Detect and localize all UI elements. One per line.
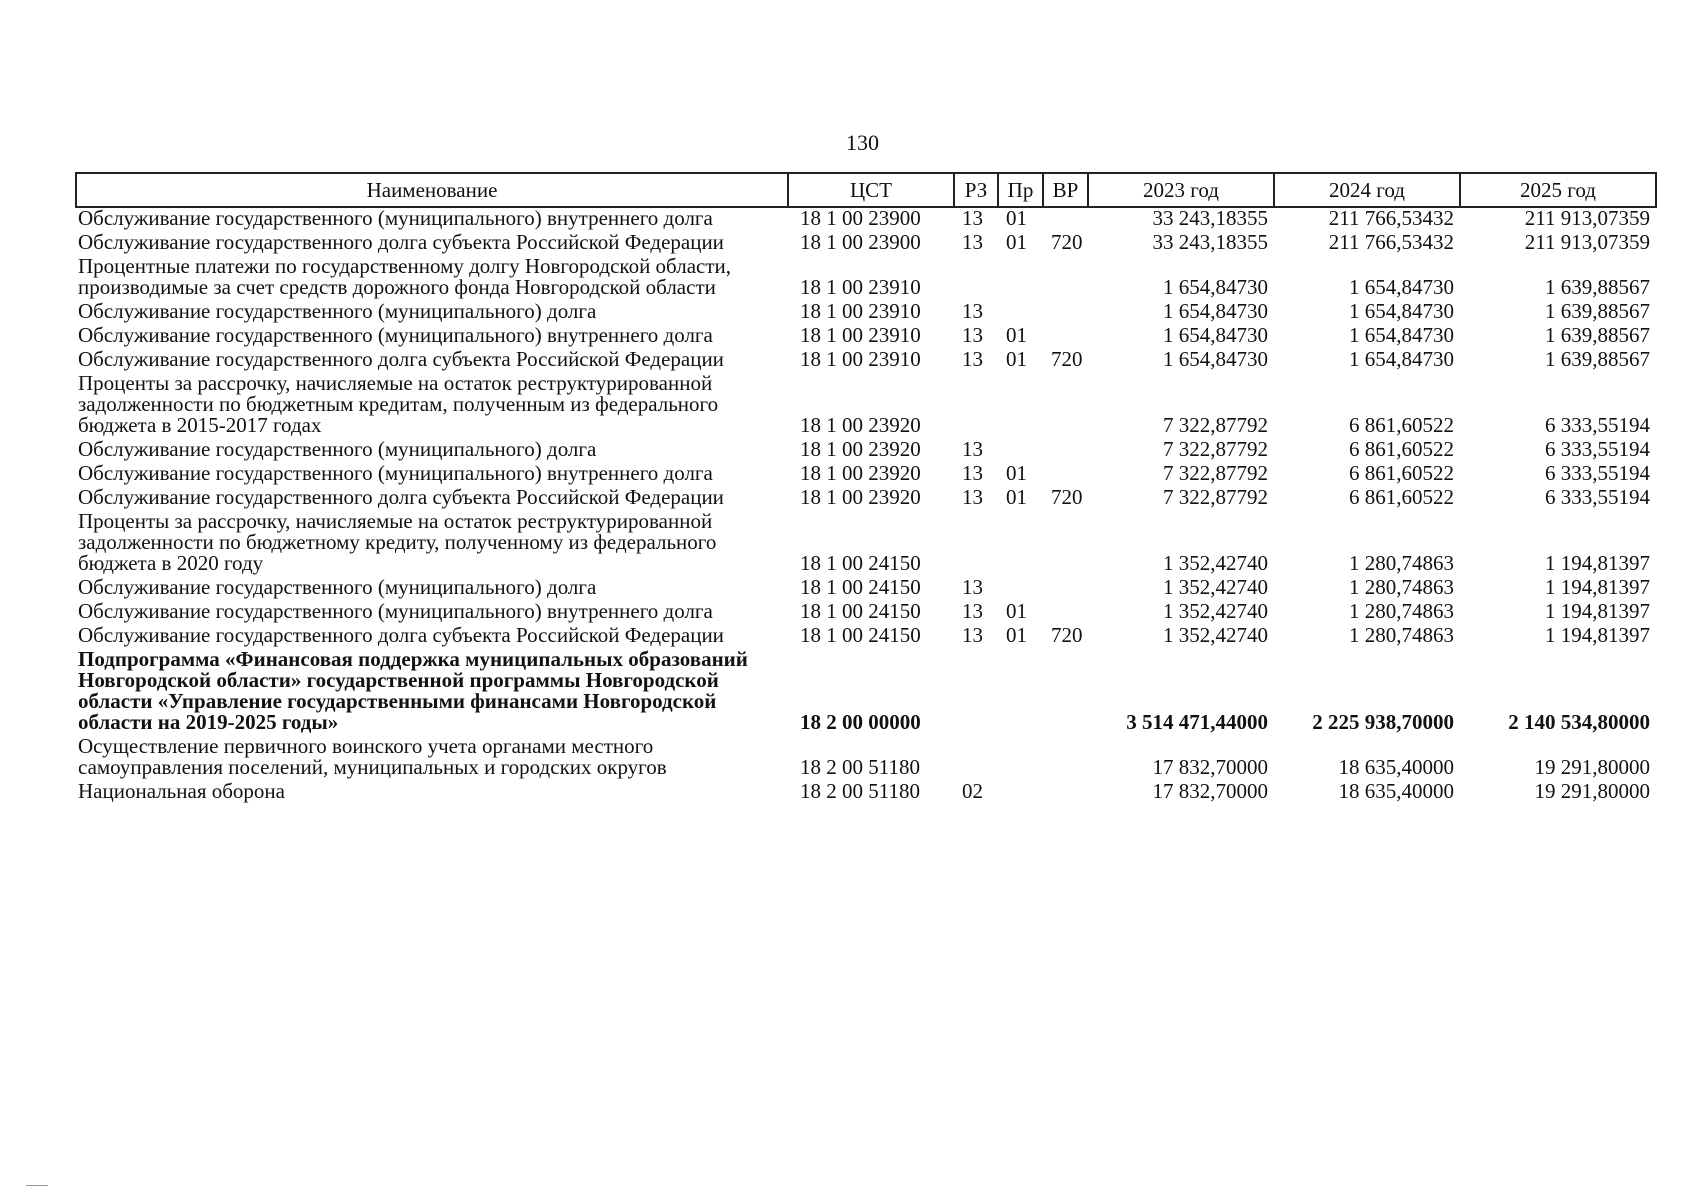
row-pr [998,439,1043,463]
row-2023: 33 243,18355 [1152,230,1268,254]
row-2024: 6 861,60522 [1349,437,1454,461]
row-cst: 18 1 00 23910 [800,275,921,299]
row-vr [1043,511,1088,577]
row-pr: 01 [1006,347,1027,371]
table-row [76,601,1656,625]
row-2025: 6 333,55194 [1545,437,1650,461]
row-vr [1043,601,1088,625]
row-pr [998,373,1043,439]
row-2025: 19 291,80000 [1534,779,1650,803]
table-row [76,781,1656,805]
row-cst: 18 1 00 24150 [800,551,921,575]
row-cst: 18 1 00 23900 [800,230,921,254]
row-2023: 1 654,84730 [1163,299,1268,323]
header-2023: 2023 год [1088,173,1274,207]
table-row [76,207,1656,232]
row-2024: 1 280,74863 [1349,551,1454,575]
row-rz [954,373,998,439]
row-vr [1043,325,1088,349]
table-row [76,256,1656,301]
row-rz: 13 [962,206,983,230]
row-rz: 13 [962,437,983,461]
row-pr [998,577,1043,601]
row-vr [1043,649,1088,736]
table-row [76,511,1656,577]
table-row [76,577,1656,601]
row-2025: 19 291,80000 [1534,755,1650,779]
row-2023: 1 352,42740 [1163,623,1268,647]
row-2024: 18 635,40000 [1338,779,1454,803]
row-vr: 720 [1051,623,1083,647]
row-vr [1043,207,1088,232]
row-rz: 13 [962,347,983,371]
row-pr: 01 [1006,230,1027,254]
row-2025: 6 333,55194 [1545,461,1650,485]
row-name: Обслуживание государственного долга субъекта Российской Федерации [78,485,724,509]
table-row-subprogram [76,649,1656,736]
row-pr: 01 [1006,485,1027,509]
row-2023: 7 322,87792 [1163,485,1268,509]
row-2023: 3 514 471,44000 [1126,710,1268,734]
row-name: Обслуживание государственного (муниципального) долга [78,437,597,461]
row-name: Проценты за рассрочку, начисляемые на остаток реструктурированной задолженности по бюджетным кредитам, полученным из федерального бюджета в 2015-2017 годах [78,371,719,437]
row-name: Обслуживание государственного долга субъекта Российской Федерации [78,347,724,371]
row-cst: 18 1 00 23900 [800,206,921,230]
row-2025: 1 639,88567 [1545,275,1650,299]
row-2024: 2 225 938,70000 [1312,710,1454,734]
row-2023: 1 352,42740 [1163,575,1268,599]
row-cst: 18 2 00 51180 [800,779,920,803]
table-row [76,487,1656,511]
row-rz [954,649,998,736]
table-row [76,373,1656,439]
row-pr [998,511,1043,577]
row-2023: 1 352,42740 [1163,599,1268,623]
row-vr [1043,439,1088,463]
row-cst: 18 1 00 23920 [800,461,921,485]
row-rz [954,511,998,577]
table-row [76,439,1656,463]
table-row [76,625,1656,649]
row-vr [1043,256,1088,301]
row-2024: 1 280,74863 [1349,599,1454,623]
row-2023: 17 832,70000 [1152,779,1268,803]
row-pr [998,736,1043,781]
row-2024: 211 766,53432 [1328,230,1454,254]
row-2023: 1 654,84730 [1163,323,1268,347]
row-2025: 211 913,07359 [1524,206,1650,230]
header-2024: 2024 год [1274,173,1460,207]
row-name: Подпрограмма «Финансовая поддержка муниципальных образований Новгородской области» государственной программы Новгородской области «Управление государственными финансами Новгородской области на 2019-2025 годы» [78,647,748,734]
row-name: Обслуживание государственного долга субъекта Российской Федерации [78,230,724,254]
row-vr: 720 [1051,230,1083,254]
row-2025: 1 194,81397 [1545,575,1650,599]
row-cst: 18 1 00 24150 [800,575,921,599]
row-vr [1043,373,1088,439]
row-2024: 211 766,53432 [1328,206,1454,230]
row-name: Обслуживание государственного (муниципального) долга [78,299,597,323]
row-rz: 13 [962,299,983,323]
row-cst: 18 1 00 24150 [800,599,921,623]
row-rz: 13 [962,485,983,509]
row-2024: 1 654,84730 [1349,299,1454,323]
row-2025: 6 333,55194 [1545,485,1650,509]
row-cst: 18 2 00 51180 [800,755,920,779]
row-cst: 18 1 00 23920 [800,413,921,437]
row-rz [954,736,998,781]
row-vr [1043,736,1088,781]
table-row [76,463,1656,487]
header-cst: ЦСТ [788,173,954,207]
row-2023: 1 352,42740 [1163,551,1268,575]
row-cst: 18 2 00 00000 [800,710,921,734]
row-2025: 6 333,55194 [1545,413,1650,437]
row-pr: 01 [1006,323,1027,347]
row-cst: 18 1 00 24150 [800,623,921,647]
header-2025: 2025 год [1460,173,1656,207]
row-cst: 18 1 00 23920 [800,485,921,509]
row-name: Проценты за рассрочку, начисляемые на остаток реструктурированной задолженности по бюджетному кредиту, полученному из федерального бюджета в 2020 году [78,509,717,575]
row-rz: 13 [962,599,983,623]
row-2023: 1 654,84730 [1163,347,1268,371]
row-2024: 6 861,60522 [1349,461,1454,485]
row-pr: 01 [1006,206,1027,230]
scan-artifact [26,1185,48,1186]
row-vr [1043,781,1088,805]
row-pr [998,256,1043,301]
row-2023: 33 243,18355 [1152,206,1268,230]
table-body [76,207,1656,805]
row-name: Обслуживание государственного (муниципального) долга [78,575,597,599]
row-2023: 1 654,84730 [1163,275,1268,299]
row-rz: 13 [962,623,983,647]
row-cst: 18 1 00 23920 [800,437,921,461]
row-pr: 01 [1006,623,1027,647]
row-name: Обслуживание государственного (муниципального) внутреннего долга [78,206,713,230]
row-2024: 1 654,84730 [1349,323,1454,347]
row-cst: 18 1 00 23910 [800,323,921,347]
table-row [76,232,1656,256]
row-2025: 2 140 534,80000 [1508,710,1650,734]
row-name: Обслуживание государственного (муниципального) внутреннего долга [78,323,713,347]
row-2025: 1 194,81397 [1545,551,1650,575]
row-pr [998,781,1043,805]
row-2023: 17 832,70000 [1152,755,1268,779]
row-vr: 720 [1051,485,1083,509]
row-pr: 01 [1006,599,1027,623]
row-2024: 6 861,60522 [1349,413,1454,437]
table-row [76,325,1656,349]
row-name: Обслуживание государственного (муниципального) внутреннего долга [78,599,713,623]
budget-table [75,172,1657,805]
row-2025: 1 639,88567 [1545,299,1650,323]
row-rz: 13 [962,575,983,599]
row-name: Обслуживание государственного (муниципального) внутреннего долга [78,461,713,485]
row-2024: 1 280,74863 [1349,575,1454,599]
row-2024: 1 654,84730 [1349,347,1454,371]
header-pr: Пр [998,173,1043,207]
row-name: Процентные платежи по государственному долгу Новгородской области, производимые за счет средств дорожного фонда Новгородской области [78,254,731,299]
header-rz: РЗ [954,173,998,207]
table-row [76,736,1656,781]
row-rz: 13 [962,461,983,485]
row-2025: 1 639,88567 [1545,323,1650,347]
row-rz: 13 [962,230,983,254]
row-2025: 1 194,81397 [1545,623,1650,647]
table-row [76,349,1656,373]
row-2024: 18 635,40000 [1338,755,1454,779]
row-2023: 7 322,87792 [1163,413,1268,437]
header-name: Наименование [76,173,788,207]
row-name: Осуществление первичного воинского учета органами местного самоуправления поселений, муниципальных и городских округов [78,734,667,779]
row-pr [998,649,1043,736]
row-2024: 1 654,84730 [1349,275,1454,299]
row-vr [1043,577,1088,601]
row-cst: 18 1 00 23910 [800,347,921,371]
row-2025: 1 639,88567 [1545,347,1650,371]
row-name: Национальная оборона [78,779,285,803]
row-rz [954,256,998,301]
page-number: 130 [846,130,879,155]
row-pr [998,301,1043,325]
row-2024: 1 280,74863 [1349,623,1454,647]
row-pr: 01 [1006,461,1027,485]
row-2023: 7 322,87792 [1163,461,1268,485]
row-2025: 1 194,81397 [1545,599,1650,623]
row-2025: 211 913,07359 [1524,230,1650,254]
row-name: Обслуживание государственного долга субъекта Российской Федерации [78,623,724,647]
row-2023: 7 322,87792 [1163,437,1268,461]
table-header [76,173,1656,207]
row-vr [1043,463,1088,487]
row-rz: 13 [962,323,983,347]
row-vr: 720 [1051,347,1083,371]
header-vr: ВР [1043,173,1088,207]
row-rz: 02 [962,779,983,803]
row-2024: 6 861,60522 [1349,485,1454,509]
row-vr [1043,301,1088,325]
row-cst: 18 1 00 23910 [800,299,921,323]
table-row [76,301,1656,325]
